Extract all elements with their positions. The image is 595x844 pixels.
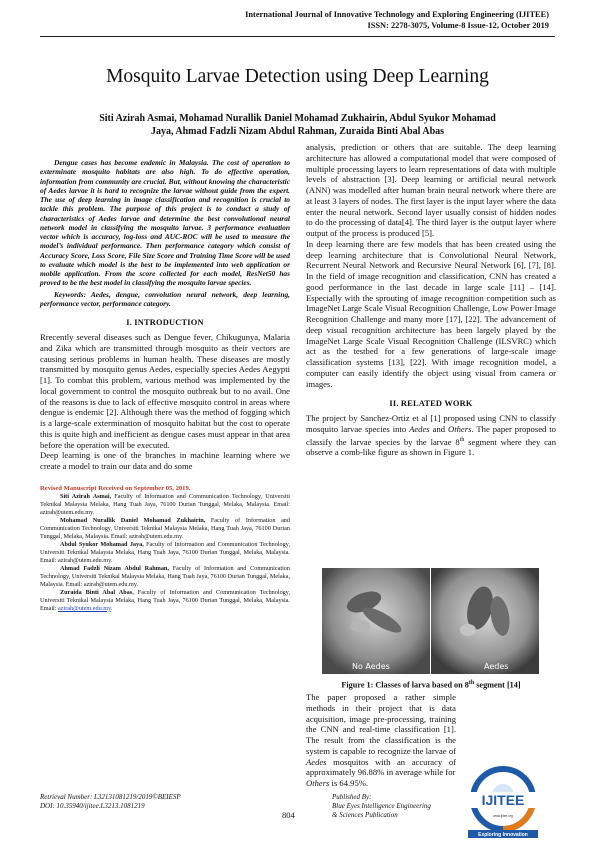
text-run: is 64.95%. xyxy=(329,778,369,788)
figure-larvae-image xyxy=(322,568,539,674)
italic-run: Aedes xyxy=(306,756,327,767)
journal-issn: ISSN: 2278-3075, Volume-8 Issue-12, October 2019 xyxy=(367,20,549,30)
affiliation-1 xyxy=(40,493,290,517)
ijitee-logo xyxy=(462,765,544,839)
affiliation-end: . xyxy=(110,604,113,612)
received-date: Revised Manuscript Received on September 05, 2019. xyxy=(40,484,191,492)
affiliation-name: Ahmad Fadzli Nizam Abdul Rahman, xyxy=(60,564,169,572)
affiliation-text: Faculty of Information and Communication Technology, Universiti Teknikal Malaysia Melaka, Hang Tuah Jaya, 76100 Durian Tunggal, Melaka, Malaysia. Email: xyxy=(40,588,290,612)
introduction-text: Rrecently several diseases such as Dengue fever, Chikugunya, Malaria and Zika which are transmitted through mosquito as their vectors are causing serious problems in human health. These diseases are mostly transmitted by mosquito genus Aedes, especially species Aedes Aegypti [1]. To combat this problem, various method was implemented by the local government to control the mosquito outbreak but to no avail. One of the reasons is due to lack of effective mosquito control in areas where dengue is endemic [2]. Although there was the method of fogging which is a large-scale extermination of mosquito habitat but the cost to operate this is quite high and inefficient as dengue cases must appear in that area before the operation will be executed. Deep learning is one of the branches in machine learning where we create a model to train our data and do some xyxy=(40,332,290,471)
footer-retrieval xyxy=(40,793,181,811)
abstract: Dengue cases has become endemic in Malaysia. The cost of operation to exterminate mosquito habitats are also high. To do effective operation, information from community are crucial. But, without knowing the characteristic of Aedes larvae it is hard to recognize the larvae without guide from the expert. The use of deep learning in image classification and recognition is crucial to tackle this problem. The purpose of this project is to conduct a study of characteristics of Aedes larvae and determine the best convolutional neural network model in classifying the mosquito larvae. 3 performance evaluation vector which is accuracy, log-loss and AUC-ROC will be used to measure the model’s individual performance. Then performance category which consist of Accuracy Score, Loss Score, File Size Score and Training Time Score will be used to evaluate which model is the best to be implemented into web application or mobile application. From the score collected for each model, ResNet50 has proved to be the best model in classifying the mosquito larvae species. xyxy=(40,158,290,288)
affiliation-text: Faculty of Information and Communication Technology, Universiti Teknikal Malaysia Melaka, Hang Tuah Jaya, 76100 Durian Tunggal, Melaka, Malaysia. Email: azirah@utem.edu.my. xyxy=(40,564,290,588)
right-column xyxy=(306,142,556,458)
affiliation-text: Faculty of Information and Communication Technology, Universiti Teknikal Malaysia Melaka, Hang Tuah Jaya, 76100 Durian Tunggal, Melaka, Malaysia. Email: azirah@utem.edu.my. xyxy=(40,516,290,540)
publisher-line-1: Blue Eyes Intelligence Engineering xyxy=(332,802,431,810)
affiliation-text: Faculty of Information and Communication Technology, Universiti Teknikal Malaysia Melaka, Hang Tuah Jaya, 76100 Durian Tunggal, Melaka, Malaysia. Email: azirah@utem.edu.my. xyxy=(40,540,290,564)
figure-caption xyxy=(306,680,556,690)
author-list xyxy=(50,112,545,138)
text-run: and xyxy=(429,424,449,434)
right-intro-text: analysis, prediction or others that are suitable. The deep learning architecture has allowed a computational model that were composed of multiple processing layers to learn representations of data with multiple levels of abstraction [3]. Deep learning or artificial neural network (ANN) was modelled after human brain neural network where there are at least 3 layers of nodes. The first layer is the input layer where the data enter the neural network. Second layer usually consist of hidden nodes to do the processing of data[4]. The third layer is the output layer where output of the process is produced [5]. In deep learning there are few models that has been created using the deep learning architecture that is Convolutional Neural Network, Recurrent Neural Network and Recursive Neural Network [6], [7], [8]. In the field of image recognition and classification, CNN has created a good performance in the last decade in large scale [11] – [14]. Especially with the sprouting of image recognition competition such as ImageNet Large Scale Visual Recognition Challenge, Low Power Image Recognition Challenge and many more [17], [22]. The advancement of deep visual recognition architecture has been largely played by the ImageNet Large Scale Visual Recognition Challenge (ILSVRC) which act as the testbed for a few generations of large-scale image classification systems [13], [22]. With image recognition model, a computer can easily identify the object using visual from camera or images. xyxy=(306,142,556,389)
superscript: th xyxy=(459,436,465,443)
section-heading-related-work: II. RELATED WORK xyxy=(389,399,473,409)
affiliation-name: Zuraida Binti Abal Abas, xyxy=(60,588,134,596)
affiliation-text: Faculty of Information and Communication Technology, Universiti Teknikal Malaysia Melaka, Hang Tuah Jaya, 76100 Durian Tunggal, Melaka, Malaysia. Email: azirah@utem.edu.my. xyxy=(40,492,290,516)
affiliation-2 xyxy=(40,517,290,541)
affiliation-4 xyxy=(40,565,290,589)
published-by: Published By: xyxy=(332,793,372,801)
larvae-photo xyxy=(322,568,539,674)
affiliation-name: Siti Azirah Asmai, xyxy=(60,492,112,500)
logo-tagline: Exploring Innovation xyxy=(478,832,528,838)
affiliation-name: Mohamad Nurallik Daniel Mohamad Zukhairin, xyxy=(60,516,206,524)
doi: DOI: 10.35940/ijitee.L3213.1081219 xyxy=(40,802,145,810)
header-rule xyxy=(40,36,555,37)
logo-wordmark: IJITEE xyxy=(481,792,525,808)
journal-name: International Journal of Innovative Technology and Exploring Engineering (IJITEE) xyxy=(245,10,549,19)
section-heading-introduction: I. INTRODUCTION xyxy=(126,318,204,327)
related-work-text xyxy=(306,413,556,458)
caption-text: segment [14] xyxy=(474,680,521,690)
author-line-1: Siti Azirah Asmai, Mohamad Nurallik Daniel Mohamad Zukhairin, Abdul Syukor Mohamad xyxy=(99,113,496,124)
publisher-line-2: & Sciences Publication xyxy=(332,811,398,819)
text-run: mosquitos with an accuracy of approximately 96.88% in average while for xyxy=(306,756,456,778)
author-line-2: Jaya, Ahmad Fadzli Nizam Abdul Rahman, Zuraida Binti Abal Abas xyxy=(150,126,445,137)
footer-publisher xyxy=(332,793,431,820)
ijitee-logo-icon xyxy=(462,765,544,839)
keywords: Keywords: Aedes, dengue, convolution neural network, deep learning, performance vector, performance category. xyxy=(40,289,290,308)
italic-run: Others xyxy=(448,424,472,434)
caption-superscript: th xyxy=(468,680,475,686)
page-number: 804 xyxy=(282,810,295,820)
affiliation-name: Abdul Syukor Mohamad Jaya, xyxy=(60,540,144,548)
logo-website: www.ijitee.org xyxy=(493,814,513,818)
affiliation-5 xyxy=(40,589,290,613)
email-link[interactable]: azirah@utem.edu.my xyxy=(58,604,111,612)
retrieval-number: Retrieval Number: L32131081219/2019©BEIESP xyxy=(40,793,181,801)
italic-run: Others xyxy=(306,778,330,788)
figure-label-aedes: Aedes xyxy=(484,662,509,671)
italic-run: Aedes xyxy=(409,424,430,434)
manuscript-notes xyxy=(40,485,290,613)
text-run: segment where they can observe a comb-like figure as shown in Figure 1. xyxy=(306,436,556,458)
left-column xyxy=(40,158,290,613)
text-run: The paper proposed a rather simple methods in their project that is data acquisition, image pre-processing, training the CNN and real-time classification [1]. The result from the classification is the system is capable to recognize the larvae of xyxy=(306,692,456,756)
paper-title: Mosquito Larvae Detection using Deep Learning xyxy=(106,66,489,87)
caption-text: Figure 1: Classes of larva based on 8 xyxy=(341,680,469,690)
text-run: . The paper proposed to classify the larvae species by the larvae 8 xyxy=(306,424,556,447)
figure-label-no-aedes: No Aedes xyxy=(352,662,390,671)
affiliation-3 xyxy=(40,541,290,565)
after-figure-text xyxy=(306,692,456,789)
text-run: The project by Sanchez-Ortiz et al [1] proposed using CNN to classify mosquito larvae species into xyxy=(306,413,556,434)
journal-header xyxy=(245,10,549,31)
